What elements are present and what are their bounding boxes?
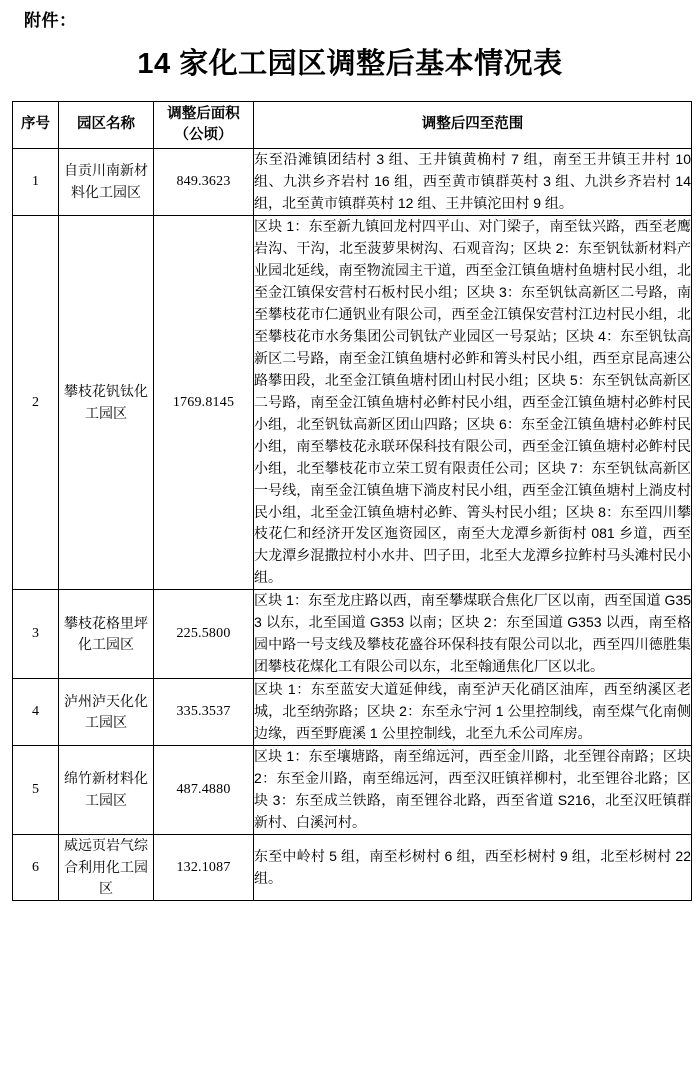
cell-park-name: 攀枝花钒钛化工园区 bbox=[59, 215, 154, 589]
table-header bbox=[13, 102, 692, 149]
cell-park-name: 威远页岩气综合利用化工园区 bbox=[59, 835, 154, 901]
cell-no: 3 bbox=[13, 590, 59, 679]
cell-no: 1 bbox=[13, 149, 59, 216]
column-header-no: 序号 bbox=[13, 102, 59, 149]
cell-range: 区块 1：东至蓝安大道延伸线，南至泸天化硝区油库，西至纳溪区老城，北至纳弥路；区块 2：东至永宁河 1 公里控制线，南至煤气化南侧边缘，西至野鹿溪 1 公里控制线，北至九禾公司库房。 bbox=[254, 679, 692, 746]
column-header-area-line1: 调整后面积 bbox=[167, 105, 240, 122]
cell-no: 2 bbox=[13, 215, 59, 589]
column-header-area-line2: （公顷） bbox=[174, 127, 233, 143]
cell-no: 5 bbox=[13, 746, 59, 835]
attachment-label: 附件： bbox=[24, 11, 77, 30]
cell-no: 6 bbox=[13, 835, 59, 901]
cell-no: 4 bbox=[13, 679, 59, 746]
page-title: 14 家化工园区调整后基本情况表 bbox=[137, 48, 563, 80]
cell-range: 区块 1：东至新九镇回龙村四平山、对门梁子，南至钛兴路，西至老鹰岩沟、干沟，北至菠萝果树沟、石观音沟；区块 2：东至钒钛新材料产业园北延线，南至物流园主干道，西至金江镇鱼塘村鱼塘村民小组，北至金江镇保安营村石板村民小组；区块 3：东至钒钛高新区二号路，南至攀枝花市仁通钒业有限公司，西至金江镇保安营村江边村民小组，北至攀枝花市水务集团公司钒钛产业园区一号泵站；区块 4：东至钒钛高新区二号路，南至金江镇鱼塘村必鲊和箐头村民小组，西至京昆高速公路攀田段，北至金江镇鱼塘村团山村民小组；区块 5：东至钒钛高新区二号路，南至金江镇鱼塘村必鲊村民小组，西至金江镇鱼塘村必鲊村民小组，北至钒钛高新区团山四路；区块 6：东至金江镇鱼塘村必鲊村民小组，南至攀枝花永联环保科技有限公司，西至金江镇鱼塘村必鲊村民小组，北至攀枝花市立荣工贸有限责任公司；区块 7：东至钒钛高新区一号线，南至金江镇鱼塘下淌皮村民小组，西至金江镇鱼塘村上淌皮村民小组，北至金江镇鱼塘村必鲊、箐头村民小组；区块 8：东至四川攀枝花仁和经济开发区迤资园区，南至大龙潭乡新街村 081 乡道，西至大龙潭乡混撒拉村小水井、凹子田，北至大龙潭乡拉鲊村马头滩村民小组。 bbox=[254, 215, 692, 589]
table-container bbox=[12, 101, 691, 901]
cell-range: 区块 1：东至壤塘路，南至绵远河，西至金川路，北至锂谷南路；区块 2：东至金川路，南至绵远河，西至汉旺镇祥柳村，北至锂谷北路；区块 3：东至成兰铁路，南至锂谷北路，西至省道 S216，北至汉旺镇群新村、白溪河村。 bbox=[254, 746, 692, 835]
cell-range: 区块 1：东至龙庄路以西，南至攀煤联合焦化厂区以南，西至国道 G353 以东，北至国道 G353 以南；区块 2：东至国道 G353 以西，南至格园中路一号支线及攀枝花盛谷环保科技有限公司以北，西至四川德胜集团攀枝花煤化工有限公司以东，北至翰通焦化厂区以北。 bbox=[254, 590, 692, 679]
table-row bbox=[13, 679, 692, 746]
table-body bbox=[13, 149, 692, 901]
cell-park-name: 绵竹新材料化工园区 bbox=[59, 746, 154, 835]
table-row bbox=[13, 149, 692, 216]
cell-area: 335.3537 bbox=[154, 679, 254, 746]
table-header-row bbox=[13, 102, 692, 149]
table-row bbox=[13, 590, 692, 679]
cell-park-name: 自贡川南新材料化工园区 bbox=[59, 149, 154, 216]
cell-area: 849.3623 bbox=[154, 149, 254, 216]
column-header-area bbox=[154, 102, 254, 149]
table-row bbox=[13, 215, 692, 589]
table-row bbox=[13, 835, 692, 901]
table-row bbox=[13, 746, 692, 835]
cell-range: 东至沿滩镇团结村 3 组、王井镇黄桷村 7 组，南至王井镇王井村 10 组、九洪乡齐岩村 16 组，西至黄市镇群英村 3 组、九洪乡齐岩村 14 组，北至黄市镇群英村 12 组、王井镇沱田村 9 组。 bbox=[254, 149, 692, 216]
cell-range: 东至中岭村 5 组，南至杉树村 6 组，西至杉树村 9 组，北至杉树村 22 组。 bbox=[254, 835, 692, 901]
column-header-range: 调整后四至范围 bbox=[254, 102, 692, 149]
cell-area: 225.5800 bbox=[154, 590, 254, 679]
parks-table bbox=[12, 101, 692, 901]
column-header-park-name: 园区名称 bbox=[59, 102, 154, 149]
cell-area: 132.1087 bbox=[154, 835, 254, 901]
cell-area: 1769.8145 bbox=[154, 215, 254, 589]
cell-area: 487.4880 bbox=[154, 746, 254, 835]
cell-park-name: 泸州泸天化化工园区 bbox=[59, 679, 154, 746]
cell-park-name: 攀枝花格里坪化工园区 bbox=[59, 590, 154, 679]
